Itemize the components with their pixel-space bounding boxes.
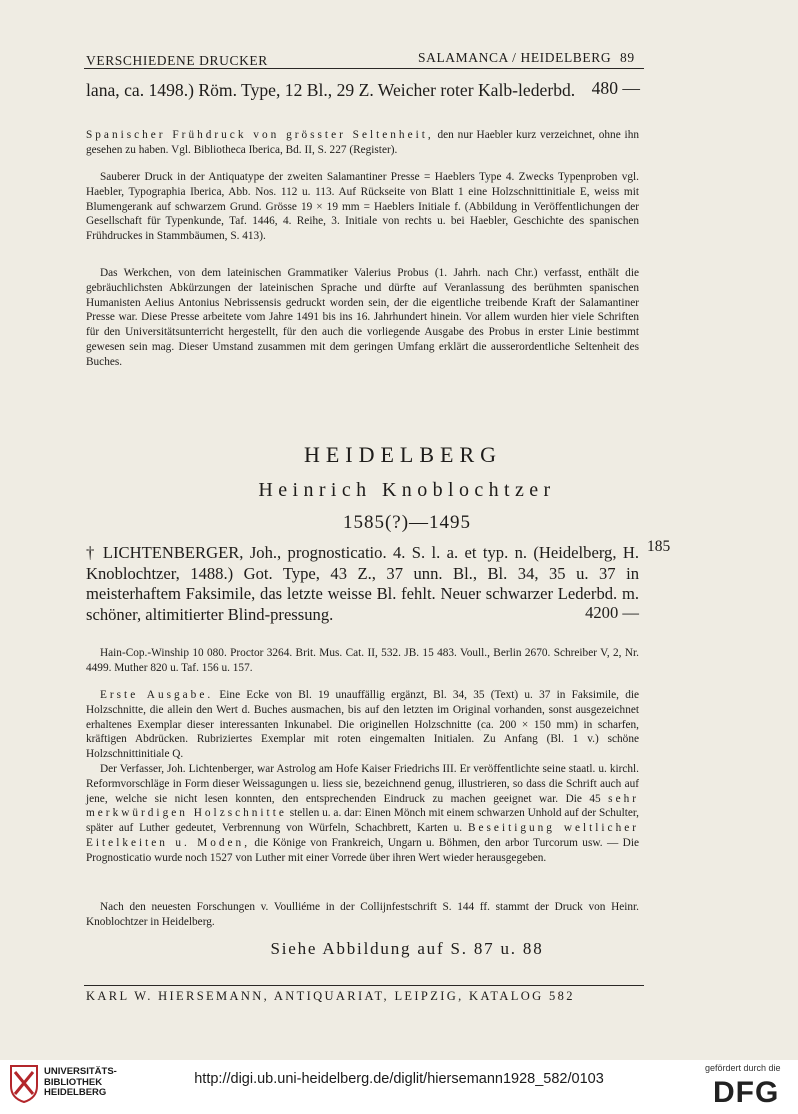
entry-continuation-price: 480 — bbox=[591, 78, 640, 98]
author-description-spaced-2: Beseitigung weltlicher Eitelkeiten u. Moden, bbox=[86, 822, 639, 849]
author-description-c: die Könige von Frankreich, Ungarn u. Böhmen, den arbor Turcorum usw. — Die Prognosticatio wurde noch 1527 von Luther mit einer Vorrede über ihren Wert wieder herausgegeben. bbox=[86, 836, 639, 864]
rarity-note bbox=[86, 128, 639, 158]
entry-continuation-text: lana, ca. 1498.) Röm. Type, 12 Bl., 29 Z. Weicher roter Kalb-lederbd. bbox=[86, 80, 576, 100]
bibliographic-references: Hain-Cop.-Winship 10 080. Proctor 3264. Brit. Mus. Cat. II, 532. JB. 15 483. Voull., Berlin 2670. Schreiber V, 2, Nr. 4499. Muther 820 u. Taf. 156 u. 157. bbox=[86, 647, 639, 674]
running-header-right: SALAMANCA / HEIDELBERG bbox=[418, 50, 612, 65]
library-logo-line-2: BIBLIOTHEK bbox=[44, 1076, 103, 1088]
main-entry bbox=[86, 543, 639, 625]
section-printer: Heinrich Knoblochtzer bbox=[258, 479, 556, 501]
see-also: Siehe Abbildung auf S. 87 u. 88 bbox=[270, 939, 544, 958]
entry-number: 185 bbox=[647, 538, 671, 555]
running-header-left: VERSCHIEDENE DRUCKER bbox=[86, 53, 268, 68]
funder-label: gefördert durch die bbox=[705, 1063, 781, 1073]
type-description: Sauberer Druck in der Antiquatype der zweiten Salamantiner Presse = Haeblers Type 4. Zwecks Typenproben vgl. Haebler, Typographia Iberica, Abb. Nos. 112 u. 113. Auf Rückseite von Blatt 1 eine Holzschnittinitiale E, weiss mit Blumengerank auf schwarzem Grund. Grösse 19 × 19 mm = Haeblers Initiale f. (Abbildung in Veröffentlichungen der Gesellschaft für Typenkunde, Taf. 1446, 4. Reihe, 3. Initiale von rechts u. bei Haebler, Geschichte des spanischen Frühdruckes in Stammbäumen, S. 413). bbox=[86, 171, 639, 243]
copy-description bbox=[86, 688, 639, 762]
research-note: Nach den neuesten Forschungen v. Voulliéme in der Collijnfestschrift S. 144 ff. stammt der Druck von Heinr. Knoblochtzer in Heidelberg. bbox=[86, 901, 639, 928]
header-rule bbox=[84, 68, 644, 69]
page-number: 89 bbox=[620, 50, 635, 65]
permalink[interactable]: http://digi.ub.uni-heidelberg.de/diglit/hiersemann1928_582/0103 bbox=[194, 1071, 604, 1087]
rarity-note-spaced: Spanischer Frühdruck von grösster Seltenheit, bbox=[86, 129, 434, 141]
copy-description-text: Eine Ecke von Bl. 19 unauffällig ergänzt, Bl. 34, 35 (Text) u. 37 in Faksimile, die Holzschnitte, die allein den Wert d. Buches ausmachen, bis auf den letzten im Original vorhanden, sonst ausgezeichnet erhaltenes Exemplar dieser interessanten Inkunabel. Die originellen Holzschnitte (ca. 200 × 150 mm) in scharfen, kräftigen Abdrücken. Rubriziertes Exemplar mit roten eingemalten Initialen. Zu Anfang (Bl. 1 v.) schöne Holzschnittinitiale Q. bbox=[86, 689, 639, 761]
footer-rule bbox=[84, 985, 644, 986]
viewer-footer bbox=[0, 1060, 798, 1114]
main-entry-text: † LICHTENBERGER, Joh., prognosticatio. 4. S. l. a. et typ. n. (Heidelberg, H. Knoblochtzer, 1488.) Got. Type, 43 Z., 37 unn. Bl., Bl. 34, 35 u. 37 in meisterhaftem Faksimile, das letzte weisse Bl. fehlt. Neuer schwarzer Lederbd. m. schöner, altimitierter Blind-pressung. bbox=[86, 543, 639, 624]
library-logo-line-1: UNIVERSITÄTS- bbox=[44, 1066, 117, 1077]
author-description-a: Der Verfasser, Joh. Lichtenberger, war Astrolog am Hofe Kaiser Friedrichs III. Er veröffentlichte seine staatl. u. kirchl. Reformvorschläge in Form dieser Weissagungen u. liess sie, bezeichnend genug, illustrieren, so dass die Schrift auch auf jene, welche sie nicht lesen konnten, den entsprechenden Eindruck zu machen geeignet war. Die 45 bbox=[86, 763, 639, 805]
catalog-footer: KARL W. HIERSEMANN, ANTIQUARIAT, LEIPZIG, KATALOG 582 bbox=[86, 989, 575, 1003]
work-description: Das Werkchen, von dem lateinischen Grammatiker Valerius Probus (1. Jahrh. nach Chr.) verfasst, enthält die gebräuchlichsten Abkürzungen der lateinischen Sprache und dürfte auf Veranlassung des berühmten spanischen Humanisten Aelius Antonius Nebrissensis gedruckt worden sein, der die eigentliche treibende Kraft der Salamantiner Presse war. Diese Presse arbeitete vom Jahre 1491 bis ins 16. Jahrhundert hinein. Vor allem wurden hier viele Schriften für den Universitätsunterricht hergestellt, für den auch die vorliegende Ausgabe des Probus in erster Linie bestimmt gewesen sein mag. Dieser Umstand zusammen mit dem geringen Umfang erklärt die ausserordentliche Seltenheit des Buches. bbox=[86, 267, 639, 368]
section-dates: 1585(?)—1495 bbox=[342, 512, 472, 533]
first-edition-spaced: Erste Ausgabe. bbox=[100, 689, 214, 701]
library-logo-line-3: HEIDELBERG bbox=[44, 1087, 107, 1098]
main-entry-price: 4200 — bbox=[585, 602, 639, 622]
author-description-spaced-1: sehr merkwürdigen Holzschnitte bbox=[86, 792, 639, 820]
section-city: HEIDELBERG bbox=[303, 442, 503, 467]
author-description bbox=[86, 762, 639, 866]
entry-continuation bbox=[86, 80, 640, 100]
dfg-logo: DFG bbox=[713, 1076, 780, 1109]
rarity-note-rest: den nur Haebler kurz verzeichnet, ohne ihn gesehen zu haben. Vgl. Bibliotheca Iberica, Bd. II, S. 227 (Register). bbox=[86, 129, 639, 156]
author-description-b: stellen u. a. dar: Einen Mönch mit einem schwarzen Unhold auf der Schulter, später auf Luther gedeutet, Verbrennung von Würfeln, Schachbrett, Karten u. bbox=[86, 807, 639, 835]
